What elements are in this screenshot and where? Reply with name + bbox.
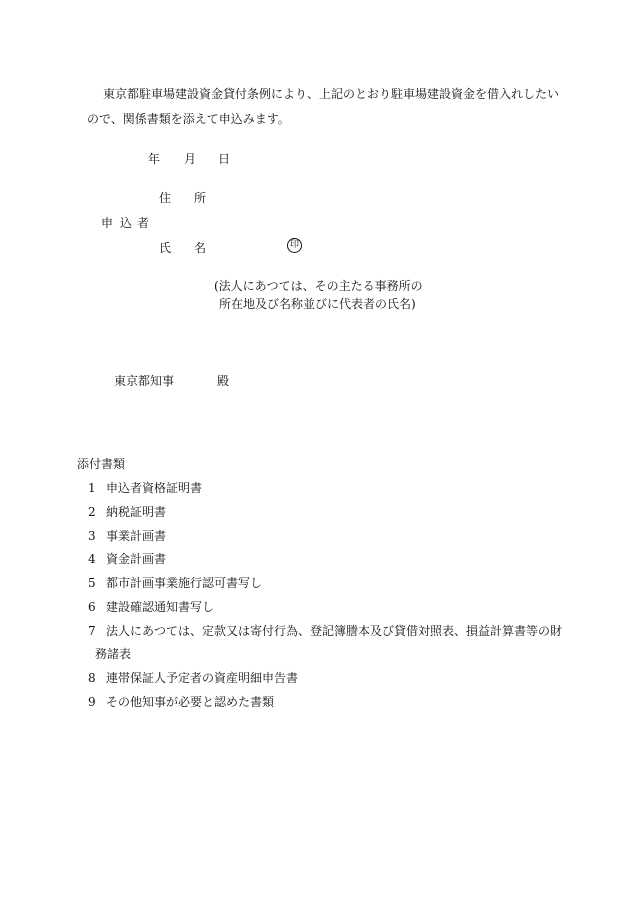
attachment-number: 9 <box>88 695 96 709</box>
attachment-number: 8 <box>88 671 96 685</box>
applicant-label-3: 者 <box>137 216 150 230</box>
attachment-text: 資金計画書 <box>106 552 167 566</box>
address-label-1: 住 <box>159 191 172 205</box>
date-month-label: 月 <box>184 152 197 166</box>
name-label-2: 名 <box>194 241 207 255</box>
attachment-text-continued: 務諸表 <box>95 647 132 661</box>
attachment-number: 5 <box>88 576 96 590</box>
corporate-note-line-1: (法人にあつては、その主たる事務所の <box>214 279 423 293</box>
date-day-label: 日 <box>218 152 231 166</box>
attachment-number: 6 <box>88 600 96 614</box>
attachment-text: 事業計画書 <box>106 529 167 543</box>
applicant-label-1: 申 <box>101 216 114 230</box>
attachment-number: 3 <box>88 529 96 543</box>
corporate-note-line-2: 所在地及び名称並びに代表者の氏名) <box>219 297 416 311</box>
request-text-line-1: 東京都駐車場建設資金貸付条例により、上記のとおり駐車場建設資金を借入れしたい <box>103 87 560 101</box>
attachment-text: 都市計画事業施行認可書写し <box>106 576 263 590</box>
attachment-text: 申込者資格証明書 <box>106 481 203 495</box>
attachment-number: 1 <box>88 481 96 495</box>
name-label-1: 氏 <box>159 241 172 255</box>
addressee-honorific: 殿 <box>217 374 230 388</box>
attachment-number: 7 <box>88 624 96 638</box>
attachment-text: 連帯保証人予定者の資産明細申告書 <box>106 671 299 685</box>
attachments-title: 添付書類 <box>77 457 126 471</box>
attachment-number: 2 <box>88 505 96 519</box>
addressee-governor: 東京都知事 <box>114 374 175 388</box>
applicant-label-2: 込 <box>120 216 133 230</box>
attachment-text: その他知事が必要と認めた書類 <box>106 695 275 709</box>
attachment-text: 法人にあつては、定款又は寄付行為、登記簿謄本及び貸借対照表、損益計算書等の財 <box>106 624 563 638</box>
request-text-line-2: ので、関係書類を添えて申込みます。 <box>87 112 290 126</box>
seal-mark-icon: 印 <box>287 238 302 253</box>
address-label-2: 所 <box>194 191 207 205</box>
attachment-text: 納税証明書 <box>106 505 167 519</box>
attachment-number: 4 <box>88 552 96 566</box>
date-year-label: 年 <box>148 152 161 166</box>
attachment-text: 建設確認通知書写し <box>106 600 215 614</box>
